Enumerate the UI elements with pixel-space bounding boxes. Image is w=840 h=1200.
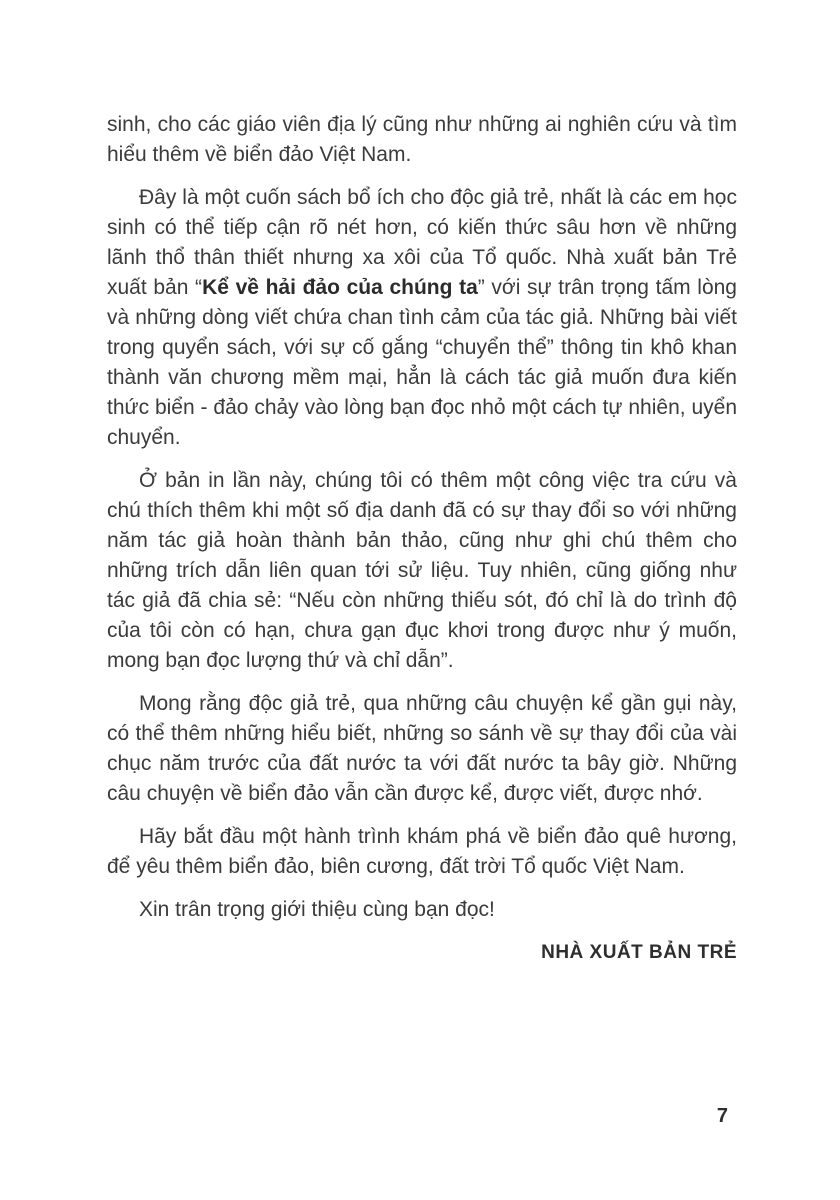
paragraph-introduction-tail: ” với sự trân trọng tấm lòng và những dòng viết chứa chan tình cảm của tác giả. Những bài viết trong quyển sách, với sự cố gắng “chuyển thể” thông tin khô khan thành văn chương mềm mại, hẳn là cách tác giả muốn đưa kiến thức biển - đảo chảy vào lòng bạn đọc nhỏ một cách tự nhiên, uyển chuyển. [107, 276, 737, 449]
paragraph-closing: Xin trân trọng giới thiệu cùng bạn đọc! [139, 898, 495, 921]
paragraph-continued: sinh, cho các giáo viên địa lý cũng như những ai nghiên cứu và tìm hiểu thêm về biển đảo Việt Nam. [107, 113, 737, 166]
paragraph-introduction-lead: Đây là một cuốn sách bổ ích cho độc giả trẻ, nhất là các em học sinh có thể tiếp cận rõ nét hơn, có kiến thức sâu hơn về những lãnh thổ thân thiết nhưng xa xôi của Tổ quốc. Nhà xuất bản Trẻ xuất bản “ [107, 186, 737, 299]
page-number: 7 [716, 1105, 728, 1127]
publisher-signature: NHÀ XUẤT BẢN TRẺ [541, 942, 737, 963]
text-block [107, 110, 737, 981]
paragraph-hope: Mong rằng độc giả trẻ, qua những câu chuyện kể gần gụi này, có thể thêm những hiểu biết, những so sánh về sự thay đổi của vài chục năm trước của đất nước ta với đất nước ta bây giờ. Những câu chuyện về biển đảo vẫn cần được kể, được viết, được nhớ. [107, 692, 737, 805]
paragraph-introduction [107, 183, 737, 453]
book-title: Kể về hải đảo của chúng ta [202, 276, 478, 299]
paragraph-journey: Hãy bắt đầu một hành trình khám phá về biển đảo quê hương, để yêu thêm biển đảo, biên cương, đất trời Tổ quốc Việt Nam. [107, 825, 737, 878]
paragraph-edition-notes: Ở bản in lần này, chúng tôi có thêm một công việc tra cứu và chú thích thêm khi một số địa danh đã có sự thay đổi so với những năm tác giả hoàn thành bản thảo, cũng như ghi chú thêm cho những trích dẫn liên quan tới sử liệu. Tuy nhiên, cũng giống như tác giả đã chia sẻ: “Nếu còn những thiếu sót, đó chỉ là do trình độ của tôi còn có hạn, chưa gạn đục khơi trong được như ý muốn, mong bạn đọc lượng thứ và chỉ dẫn”. [107, 469, 737, 672]
